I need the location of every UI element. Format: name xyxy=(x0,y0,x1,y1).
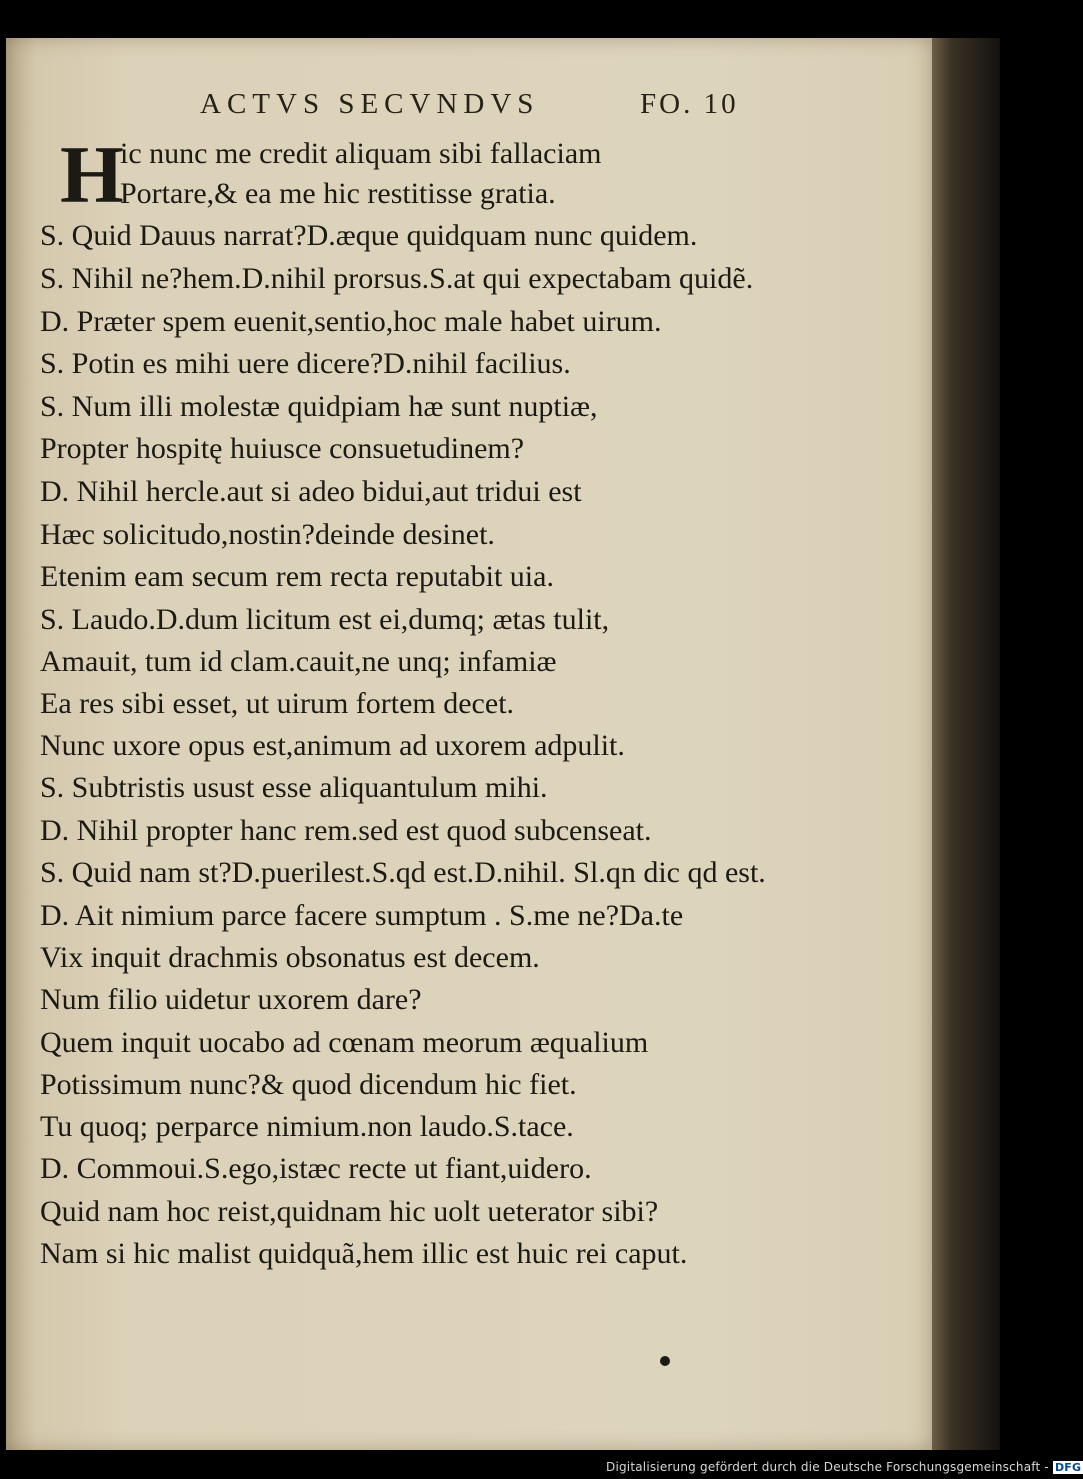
verse-line: S. Potin es mihi uere dicere?D.nihil facilius. xyxy=(40,347,571,380)
verse-line: Vix inquit drachmis obsonatus est decem. xyxy=(40,941,540,974)
verse-line: S. Num illi molestæ quidpiam hæ sunt nuptiæ, xyxy=(40,390,598,423)
verse-line: S. Subtristis usust esse aliquantulum mihi. xyxy=(40,771,548,804)
verse-line: Nam si hic malist quidquã,hem illic est huic rei caput. xyxy=(40,1237,688,1270)
verse-line: Amauit, tum id clam.cauit,ne unq; infamiæ xyxy=(40,645,557,678)
verse-line: Quem inquit uocabo ad cœnam meorum æqualium xyxy=(40,1026,649,1059)
folio-number: FO. 10 xyxy=(640,88,739,120)
verse-line: ic nunc me credit aliquam sibi fallaciam xyxy=(120,137,602,170)
drop-cap-initial: H xyxy=(60,129,124,220)
digitization-credit xyxy=(606,1460,1083,1474)
verse-line: S. Quid nam st?D.puerilest.S.qd est.D.nihil. Sl.qn dic qd est. xyxy=(40,856,766,889)
page-edge-shadow xyxy=(932,38,1000,1450)
running-title: ACTVS SECVNDVS xyxy=(200,88,540,120)
verse-line: S. Quid Dauus narrat?D.æque quidquam nunc quidem. xyxy=(40,219,698,252)
dfg-logo: DFG xyxy=(1054,1461,1082,1474)
verse-line: Num filio uidetur uxorem dare? xyxy=(40,983,422,1016)
verse-line: Etenim eam secum rem recta reputabit uia. xyxy=(40,560,554,593)
ink-dot xyxy=(660,1356,670,1366)
verse-line: Propter hospitę huiusce consuetudinem? xyxy=(40,432,525,465)
verse-line: D. Ait nimium parce facere sumptum . S.me ne?Da.te xyxy=(40,899,684,932)
verse-line: S. Nihil ne?hem.D.nihil prorsus.S.at qui expectabam quidẽ. xyxy=(40,262,754,295)
verse-line: Nunc uxore opus est,animum ad uxorem adpulit. xyxy=(40,729,625,762)
verse-line: S. Laudo.D.dum licitum est ei,dumq; ætas tulit, xyxy=(40,603,610,636)
verse-line: Ea res sibi esset, ut uirum fortem decet. xyxy=(40,687,515,720)
credit-text: Digitalisierung gefördert durch die Deutsche Forschungsgemeinschaft - xyxy=(606,1460,1049,1474)
verse-line: Hæc solicitudo,nostin?deinde desinet. xyxy=(40,518,495,551)
verse-line: Tu quoq; perparce nimium.non laudo.S.tace. xyxy=(40,1110,574,1143)
verse-line: D. Præter spem euenit,sentio,hoc male habet uirum. xyxy=(40,305,662,338)
verse-line: D. Commoui.S.ego,istæc recte ut fiant,uidero. xyxy=(40,1152,592,1185)
verse-line: Portare,& ea me hic restitisse gratia. xyxy=(120,177,556,210)
verse-line: D. Nihil hercle.aut si adeo bidui,aut tridui est xyxy=(40,475,582,508)
verse-line: Quid nam hoc reist,quidnam hic uolt ueterator sibi? xyxy=(40,1195,659,1228)
verse-line: D. Nihil propter hanc rem.sed est quod subcenseat. xyxy=(40,814,652,847)
verse-line: Potissimum nunc?& quod dicendum hic fiet. xyxy=(40,1068,577,1101)
